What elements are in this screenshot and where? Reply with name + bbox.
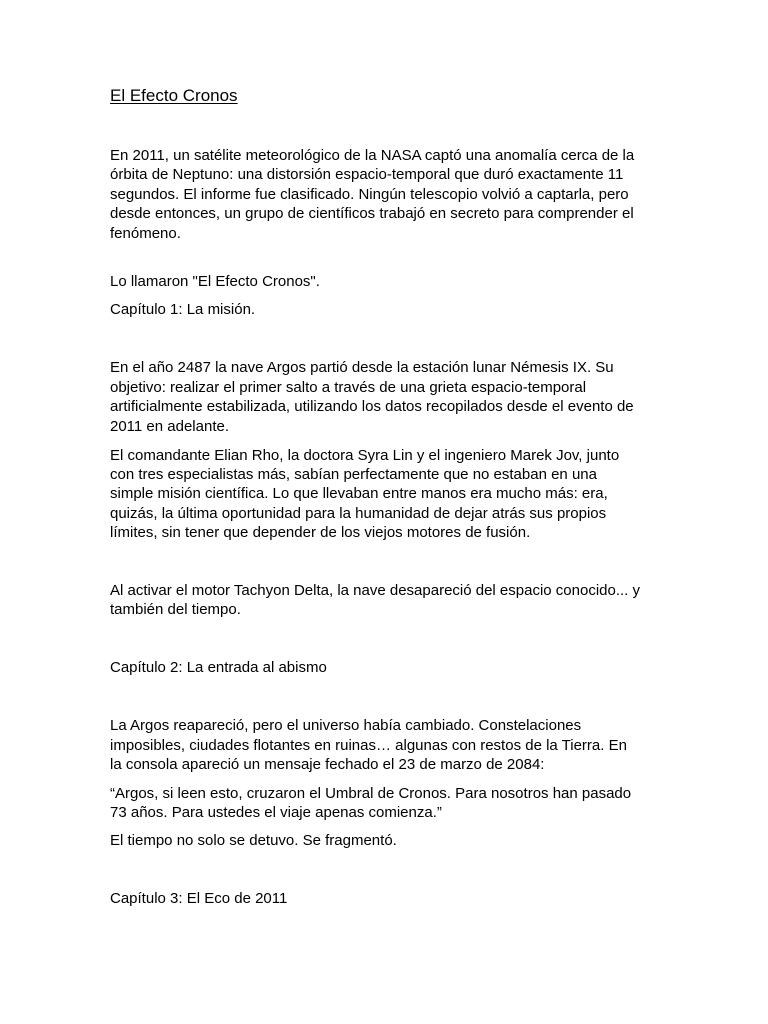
body-line: En 2011, un satélite meteorológico de la NASA captó una anomalía cerca de la bbox=[110, 147, 635, 164]
body-line: El comandante Elian Rho, la doctora Syra Lin y el ingeniero Marek Jov, junto bbox=[110, 447, 620, 464]
body-line: la consola apareció un mensaje fechado el 23 de marzo de 2084: bbox=[110, 756, 545, 773]
body-line: El tiempo no solo se detuvo. Se fragmentó. bbox=[110, 832, 397, 849]
body-line: La Argos reapareció, pero el universo había cambiado. Constelaciones bbox=[110, 717, 582, 734]
body-line: desde entonces, un grupo de científicos trabajó en secreto para comprender el bbox=[110, 205, 634, 222]
body-line: 73 años. Para ustedes el viaje apenas comienza.” bbox=[110, 804, 442, 821]
body-line: límites, sin tener que depender de los viejos motores de fusión. bbox=[110, 524, 531, 541]
body-line: 2011 en adelante. bbox=[110, 418, 229, 435]
body-line: simple misión científica. Lo que llevaban entre manos era mucho más: era, bbox=[110, 485, 608, 502]
document-title: El Efecto Cronos bbox=[110, 86, 238, 105]
body-line: con tres especialistas más, sabían perfectamente que no estaban en una bbox=[110, 466, 597, 483]
body-line: En el año 2487 la nave Argos partió desde la estación lunar Némesis IX. Su bbox=[110, 359, 614, 376]
body-line: órbita de Neptuno: una distorsión espacio-temporal que duró exactamente 11 bbox=[110, 166, 624, 183]
chapter-heading: Capítulo 3: El Eco de 2011 bbox=[110, 890, 288, 907]
body-line: objetivo: realizar el primer salto a través de una grieta espacio-temporal bbox=[110, 379, 587, 396]
body-line: fenómeno. bbox=[110, 225, 181, 242]
chapter-heading: Capítulo 1: La misión. bbox=[110, 301, 256, 318]
body-line: artificialmente estabilizada, utilizando los datos recopilados desde el evento de bbox=[110, 398, 634, 415]
body-line: Lo llamaron "El Efecto Cronos". bbox=[110, 273, 320, 290]
body-line: Al activar el motor Tachyon Delta, la nave desapareció del espacio conocido... y bbox=[110, 582, 641, 599]
chapter-heading: Capítulo 2: La entrada al abismo bbox=[110, 659, 327, 676]
body-line: quizás, la última oportunidad para la humanidad de dejar atrás sus propios bbox=[110, 505, 607, 522]
body-line: “Argos, si leen esto, cruzaron el Umbral de Cronos. Para nosotros han pasado bbox=[110, 785, 632, 802]
body-line: segundos. El informe fue clasificado. Ningún telescopio volvió a captarla, pero bbox=[110, 186, 629, 203]
body-line: también del tiempo. bbox=[110, 601, 241, 618]
body-line: imposibles, ciudades flotantes en ruinas… algunas con restos de la Tierra. En bbox=[110, 737, 627, 754]
